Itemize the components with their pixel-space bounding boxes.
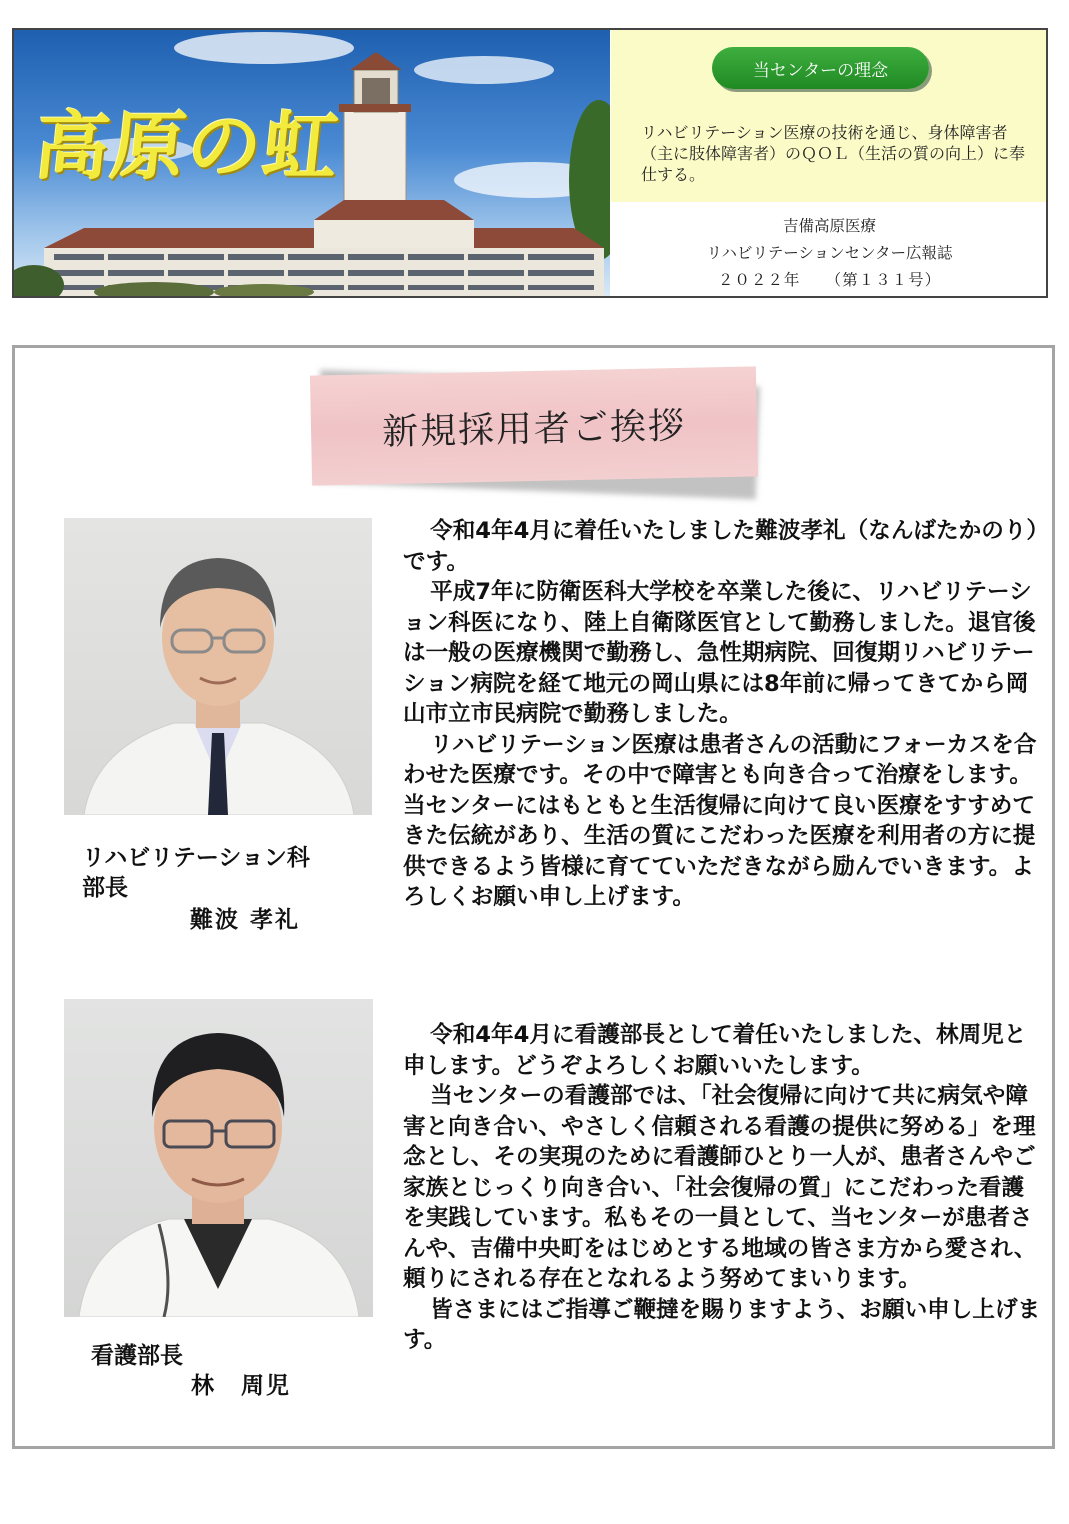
greeting-text-namba xyxy=(403,516,1043,913)
issue-number: ２０２２年 （第１３１号） xyxy=(717,271,942,289)
staff-photo-namba xyxy=(64,518,372,815)
paragraph: 平成7年に防衛医科大学校を卒業した後に、リハビリテーション科医になり、陸上自衛隊医官として勤務しました。退官後は一般の医療機関で勤務し、急性期病院、回復期リハビリテーション病院を経て地元の岡山県には8年前に帰ってきてから岡山市立市民病院で勤務しました。 xyxy=(403,579,1036,727)
publication-name: リハビリテーションセンター広報誌 xyxy=(706,244,953,262)
newsletter-logo-title: 高原の虹 xyxy=(30,104,344,190)
philosophy-text: リハビリテーション医療の技術を通じ、身体障害者（主に肢体障害者）のＱＯＬ（生活の質の向上）に奉仕する。 xyxy=(641,123,1026,184)
philosophy-badge: 当センターの理念 xyxy=(712,47,929,89)
publisher-name: 吉備高原医療 xyxy=(782,217,876,235)
paragraph: 令和4年4月に着任いたしました難波孝礼（なんばたかのり）です。 xyxy=(403,518,1038,575)
publisher-info xyxy=(611,202,1048,296)
paragraph: 皆さまにはご指導ご鞭撻を賜りますよう、お願い申し上げます。 xyxy=(403,1296,1041,1353)
banner-photo xyxy=(14,30,610,296)
newsletter-header xyxy=(12,28,1048,298)
greeting-text-hayashi xyxy=(403,1020,1043,1356)
title-ribbon xyxy=(310,366,758,485)
paragraph: 当センターの看護部では、「社会復帰に向けて共に病気や障害と向き合い、やさしく信頼される看護の提供に努める」を理念とし、その実現のために看護師ひとり一人が、患者さんやご家族とじっくり向き合い、「社会復帰の質」にこだわった看護を実践しています。私もその一員として、当センターが患者さんや、吉備中央町をはじめとする地域の皆さま方から愛され、頼りにされる存在となれるよう努めてまいります。 xyxy=(403,1083,1037,1292)
staff-role: リハビリテーション科 xyxy=(82,845,310,871)
staff-name: 難波 孝礼 xyxy=(190,907,301,933)
portrait-silhouette xyxy=(64,999,373,1317)
article-title: 新規採用者ご挨拶 xyxy=(381,405,687,453)
staff-role-title: 部長 xyxy=(82,875,128,901)
staff-name: 林 周児 xyxy=(191,1373,291,1399)
paragraph: 令和4年4月に看護部長として着任いたしました、林周児と申します。どうぞよろしくお願いいたします。 xyxy=(403,1022,1027,1079)
paragraph: リハビリテーション医療は患者さんの活動にフォーカスを合わせた医療です。その中で障害とも向き合って治療をします。当センターにはもともと生活復帰に向けて良い医療をすすめてきた伝統があり、生活の質にこだわった医療を利用者の方に提供できるよう皆様に育てていただきながら励んでいきます。よろしくお願い申し上げます。 xyxy=(403,731,1037,910)
staff-role: 看護部長 xyxy=(91,1343,183,1369)
philosophy-panel xyxy=(611,30,1048,202)
article-box xyxy=(12,345,1055,1449)
portrait-silhouette xyxy=(64,518,372,815)
staff-photo-hayashi xyxy=(64,999,373,1317)
